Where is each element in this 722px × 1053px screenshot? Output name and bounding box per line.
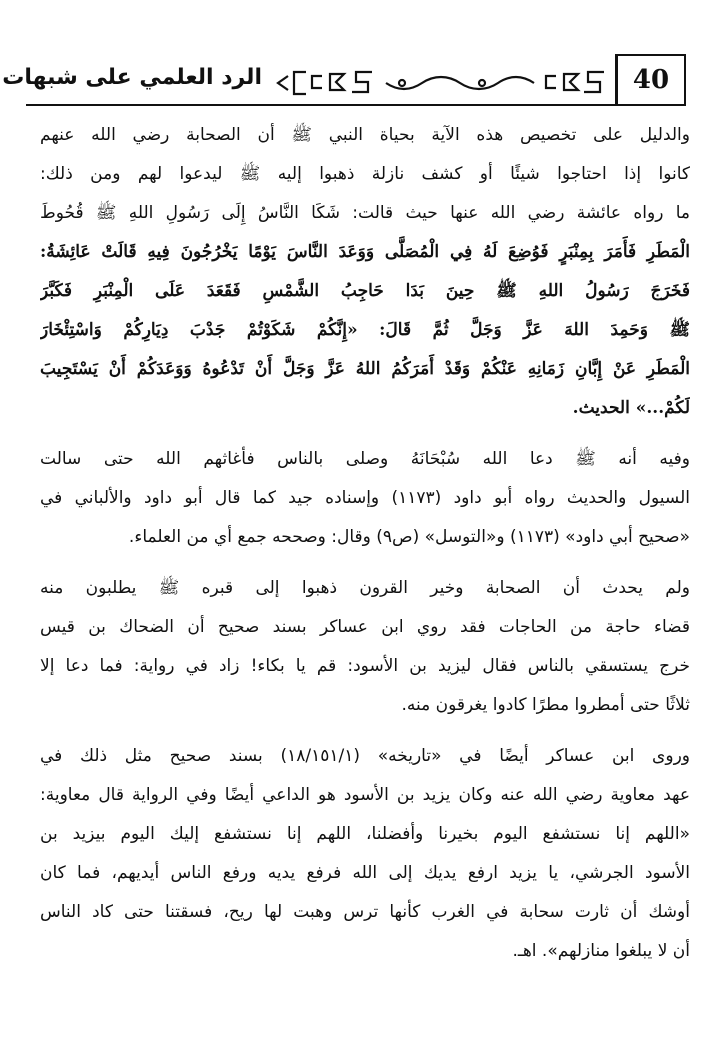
header-rule [26,104,622,106]
hadith-line: لَكُمْ...» الحديث. [572,398,690,418]
text-line: ما رواه عائشة رضي الله عنها حيث قالت: شَكَا النَّاسُ إِلَى رَسُولِ اللهِ ﷺ قُحُوطَ [40,203,690,223]
page-number: 40 [632,65,670,95]
hadith-line: فَخَرَجَ رَسُولُ اللهِ ﷺ حِينَ بَدَا حَاجِبُ الشَّمْسِ فَقَعَدَ عَلَى الْمِنْبَرِ فَكَبَّرَ [40,281,690,301]
text-line: والدليل على تخصيص هذه الآية بحياة النبي ﷺ أن الصحابة رضي الله عنهم [40,125,690,145]
paragraph-companions [40,569,690,725]
text-line: ثلاثًا حتى أمطروا مطرًا كادوا يغرقون منه. [401,695,690,715]
text-line: قضاء حاجة من الحاجات فقد روي ابن عساكر بسند صحيح أن الضحاك بن قيس [40,617,690,637]
hadith-line: الْمَطَرِ فَأَمَرَ بِمِنْبَرٍ فَوُضِعَ لَهُ فِي الْمُصَلَّى وَوَعَدَ النَّاسَ يَوْمًا يَخْرُجُونَ فِيهِ قَالَتْ عَائِشَةُ: [40,242,690,262]
text-line: وروى ابن عساكر أيضًا في «تاريخه» (١٨/١٥١/١) بسند صحيح مثل ذلك في [40,746,690,766]
header-ornament [272,66,616,100]
page-body [40,116,690,983]
paragraph-ibn-asakir [40,737,690,971]
page-header [2,54,686,112]
text-line: «صحيح أبي داود» (١١٧٣) و«التوسل» (ص٩) وقال: وصححه جمع أي من العلماء. [128,527,690,547]
paragraph-evidence [40,116,690,428]
text-line: أن لا يبلغوا منازلهم». اهـ. [512,941,690,961]
hadith-line: ﷺ وَحَمِدَ اللهَ عَزَّ وَجَلَّ ثُمَّ قَالَ: «إِنَّكُمْ شَكَوْتُمْ جَدْبَ دِيَارِكُمْ وَاسْتِئْخَارَ [40,320,690,340]
text-line: وفيه أنه ﷺ دعا الله سُبْحَانَهُ وصلى بالناس فأغاثهم الله حتى سالت [40,449,690,469]
text-line: ولم يحدث أن الصحابة وخير القرون ذهبوا إلى قبره ﷺ يطلبون منه [40,578,690,598]
hadith-line: الْمَطَرِ عَنْ إِبَّانِ زَمَانِهِ عَنْكُمْ وَقَدْ أَمَرَكُمُ اللهُ عَزَّ وَجَلَّ أَنْ تَدْعُوهُ وَوَعَدَكُمْ أَنْ يَسْتَجِيبَ [40,359,690,379]
text-line: كانوا إذا احتاجوا شيئًا أو كشف نازلة ذهبوا إليه ﷺ ليدعوا لهم ومن ذلك: [40,164,690,184]
text-line: الأسود الجرشي، يا يزيد ارفع يديك إلى الله فرفع يديه ورفع الناس أيديهم، فما كان [40,863,690,883]
text-line: عهد معاوية رضي الله عنه وكان يزيد بن الأسود هو الداعي أيضًا وفي الرواية قال معاوية: [40,785,690,805]
running-title: الرد العلمي على شبهات [2,65,262,90]
paragraph-prayer [40,440,690,557]
text-line: «اللهم إنا نستشفع اليوم بخيرنا وأفضلنا، اللهم إنا نستشفع إليك اليوم بيزيد بن [40,824,690,844]
text-line: السيول والحديث رواه أبو داود (١١٧٣) وإسناده جيد كما قال أبو داود والألباني في [40,488,690,508]
text-line: خرج يستسقي بالناس فقال ليزيد بن الأسود: قم يا بكاء! زاد في رواية: فما دعا إلا [40,656,690,676]
text-line: أوشك أن ثارت سحابة في الغرب كأنها ترس وهبت لها ريح، فسقتنا حتى كاد الناس [40,902,690,922]
page-number-box [615,54,686,106]
